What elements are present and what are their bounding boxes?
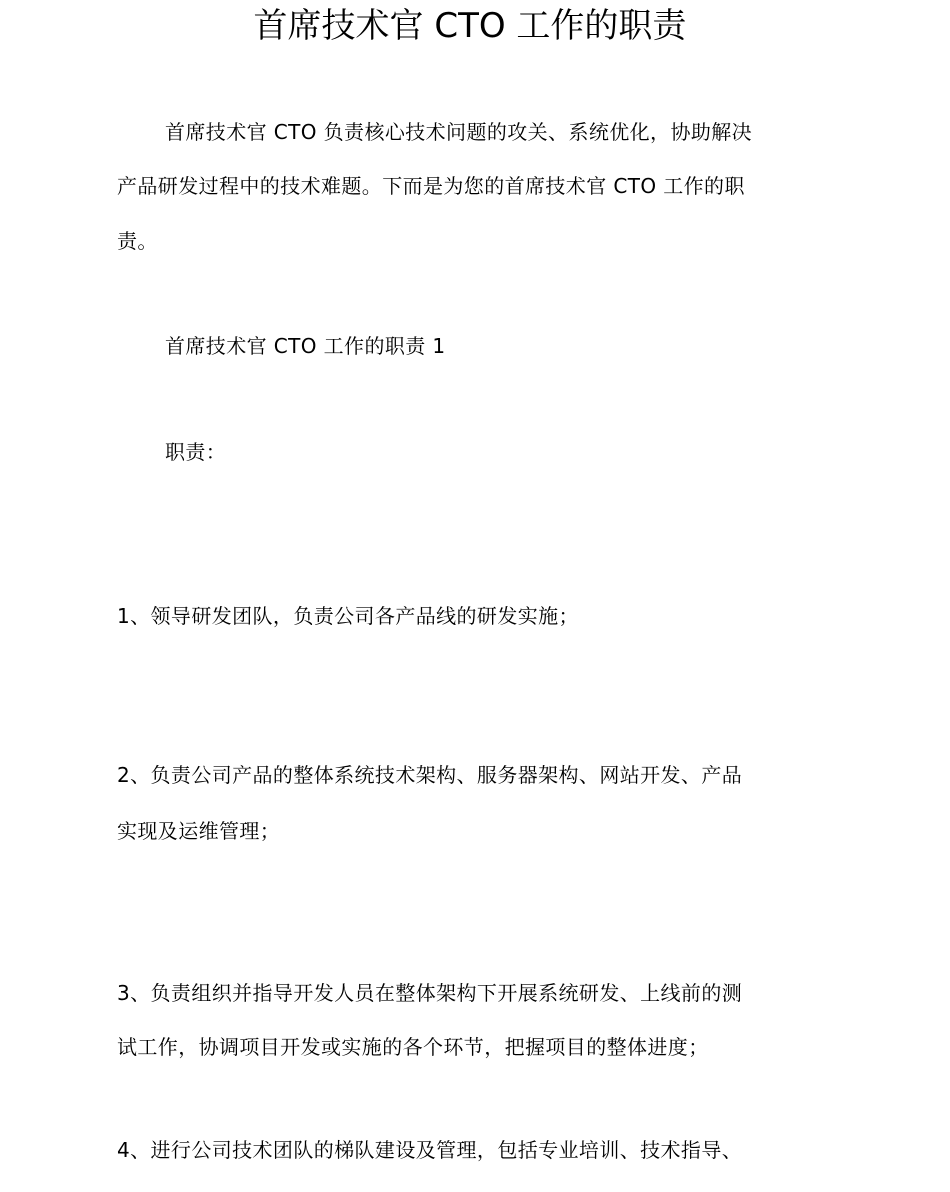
duty-item-3-line: 3、负责组织并指导开发人员在整体架构下开展系统研发、上线前的测 — [117, 981, 743, 1005]
duty-item-2-line: 实现及运维管理； — [117, 819, 281, 843]
duty-item-3-line: 试工作，协调项目开发或实施的各个环节，把握项目的整体进度； — [117, 1035, 709, 1059]
duty-item-1-line: 1、领导研发团队，负责公司各产品线的研发实施； — [117, 604, 579, 628]
intro-paragraph-line: 责。 — [117, 229, 158, 253]
intro-paragraph-line: 首席技术官 CTO 负责核心技术问题的攻关、系统优化，协助解决 — [165, 120, 753, 144]
intro-paragraph-line: 产品研发过程中的技术难题。下而是为您的首席技术官 CTO 工作的职 — [117, 174, 745, 198]
section-heading: 首席技术官 CTO 工作的职责 1 — [165, 334, 446, 358]
document-title: 首席技术官 CTO 工作的职责 — [253, 6, 687, 46]
duty-item-2-line: 2、负责公司产品的整体系统技术架构、服务器架构、网站开发、产品 — [117, 763, 743, 787]
duty-item-4-line: 4、进行公司技术团队的梯队建设及管理，包括专业培训、技术指导、 — [117, 1138, 743, 1162]
duties-label: 职责： — [165, 440, 227, 464]
